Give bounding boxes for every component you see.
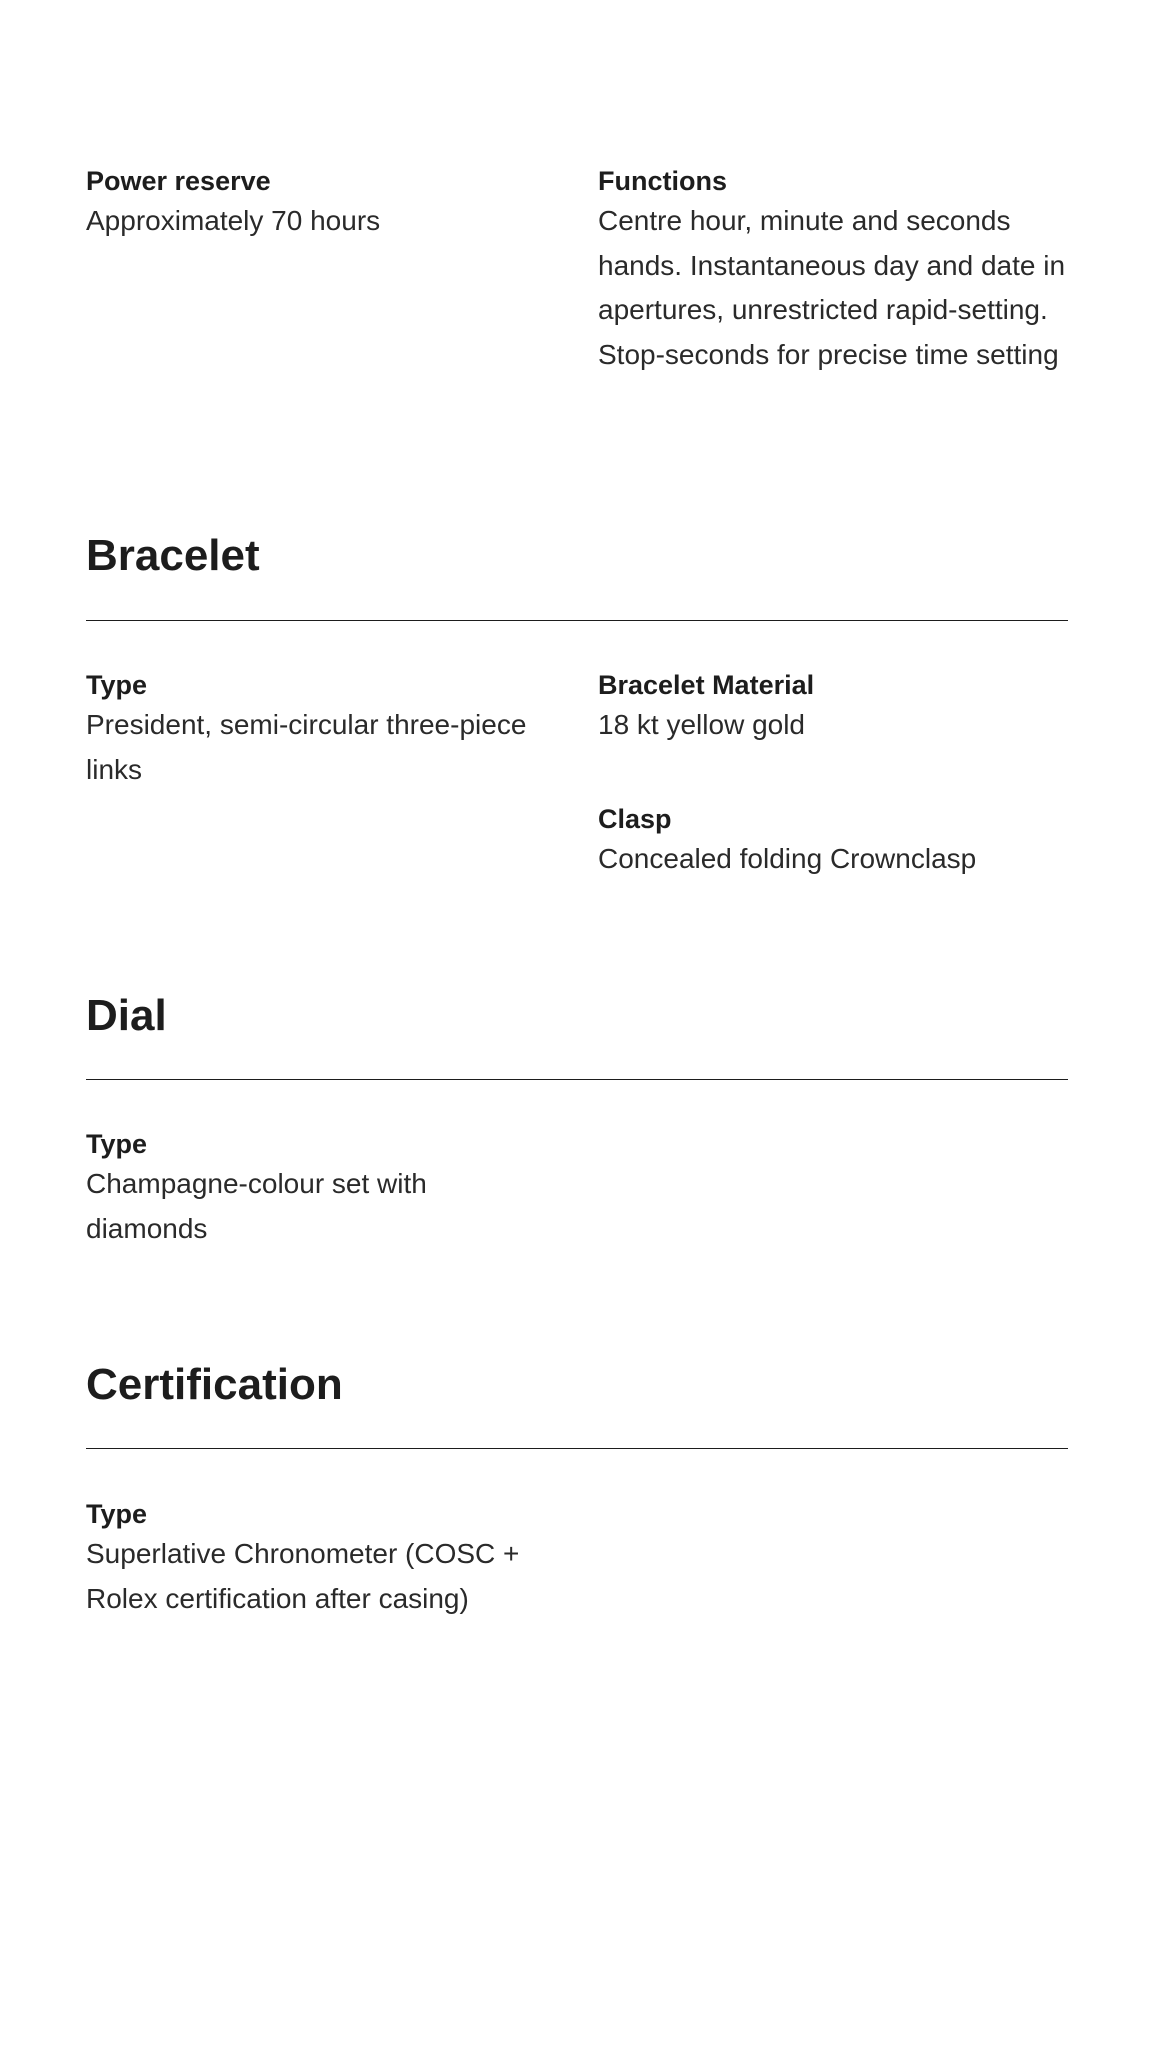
certification-section-title: Certification bbox=[86, 1360, 343, 1409]
dial-section-title: Dial bbox=[86, 991, 167, 1040]
bracelet-material-spec bbox=[598, 667, 1068, 748]
dial-type-label: Type bbox=[86, 1129, 148, 1159]
clasp-spec bbox=[598, 801, 1068, 882]
bracelet-type-label: Type bbox=[86, 670, 148, 700]
bracelet-type-spec bbox=[86, 667, 566, 792]
dial-divider bbox=[86, 1079, 1068, 1080]
dial-type-value: Champagne-colour set with diamonds bbox=[86, 1168, 427, 1244]
bracelet-type-value: President, semi-circular three-piece links bbox=[86, 709, 527, 785]
functions-label: Functions bbox=[598, 166, 727, 196]
certification-type-value: Superlative Chronometer (COSC + Rolex certification after casing) bbox=[86, 1538, 520, 1614]
functions-spec bbox=[598, 163, 1068, 377]
dial-type-spec bbox=[86, 1126, 486, 1251]
certification-type-spec bbox=[86, 1496, 556, 1621]
certification-type-label: Type bbox=[86, 1499, 148, 1529]
power-reserve-label: Power reserve bbox=[86, 166, 271, 196]
power-reserve-spec bbox=[86, 163, 566, 244]
power-reserve-value: Approximately 70 hours bbox=[86, 205, 381, 236]
clasp-label: Clasp bbox=[598, 803, 672, 834]
bracelet-material-label: Bracelet Material bbox=[598, 670, 815, 700]
bracelet-right-column bbox=[598, 667, 1068, 881]
certification-divider bbox=[86, 1448, 1068, 1449]
bracelet-divider bbox=[86, 620, 1068, 621]
clasp-value: Concealed folding Crownclasp bbox=[598, 842, 977, 874]
bracelet-material-value: 18 kt yellow gold bbox=[598, 709, 806, 740]
functions-value: Centre hour, minute and seconds hands. Instantaneous day and date in apertures, unrestricted rapid-setting. Stop-seconds for precise time setting bbox=[598, 205, 1066, 370]
bracelet-section-title: Bracelet bbox=[86, 531, 260, 580]
